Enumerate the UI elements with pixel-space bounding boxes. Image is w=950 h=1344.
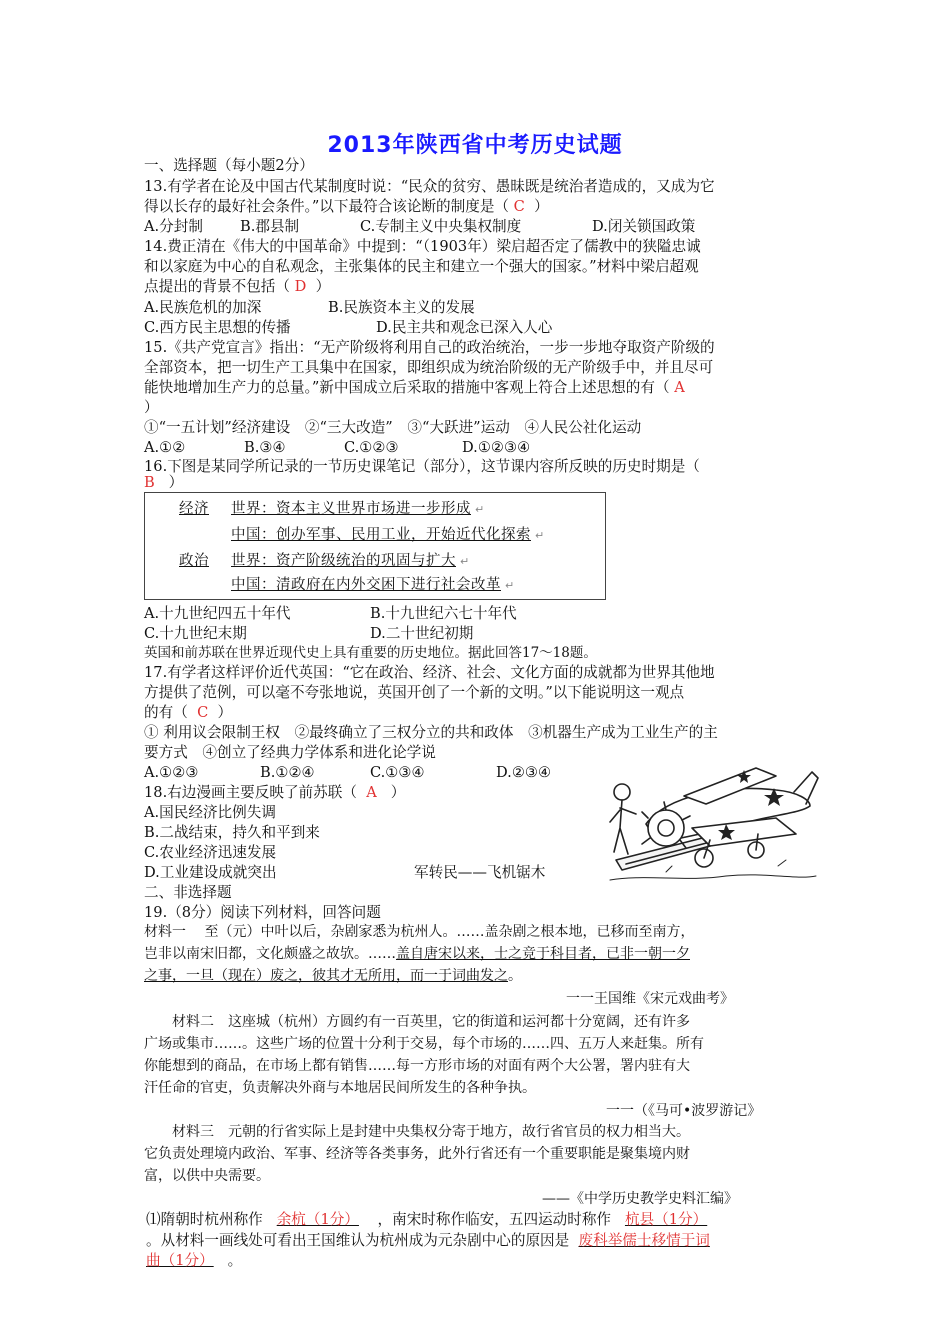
- option-row: [144, 763, 551, 783]
- note-row: 政治 世界：资产阶级统治的巩固与扩大 ↵: [179, 553, 470, 569]
- material-text: 你能想到的商品，在市场上都有销售……每一方形市场的对面有两个大公署，署内驻有大: [144, 1058, 690, 1074]
- answer-mark: C: [197, 704, 209, 721]
- note-row: 中国：清政府在内外交困下进行社会改革 ↵: [231, 577, 515, 593]
- option: A.分封制: [144, 218, 203, 235]
- question-items: ① 利用议会限制王权 ②最终确立了三权分立的共和政体 ③机器生产成为工业生产的主: [144, 724, 718, 741]
- answer-line: 曲（1分） 。: [146, 1252, 243, 1269]
- option: C.西方民主思想的传播: [144, 319, 291, 336]
- note-row: 经济 世界：资本主义世界市场进一步形成 ↵: [179, 501, 485, 517]
- filled-answer: 余杭（1分）: [276, 1211, 359, 1228]
- option: D.闭关锁国政策: [592, 218, 696, 235]
- option-row: [144, 318, 552, 338]
- option: B.郡县制: [240, 218, 300, 235]
- question-text: 15.《共产党宣言》指出：“无产阶级将利用自己的政治统治，一步一步地夺取资产阶级的: [144, 339, 715, 356]
- question-text: B ）: [144, 474, 184, 491]
- option: D.①②③④: [462, 439, 531, 456]
- option: C.农业经济迅速发展: [144, 844, 277, 861]
- option: D.二十世纪初期: [370, 625, 474, 642]
- question-text: 19.（8分）阅读下列材料，回答问题: [144, 904, 381, 921]
- question-text: 和以家庭为中心的自私观念，主张集体的民主和建立一个强大的国家。”材料中梁启超观: [144, 258, 699, 275]
- material-text: 广场或集市……。这些广场的位置十分利于交易，每个市场的……四、五万人来赶集。所有: [144, 1036, 704, 1052]
- question-text: 得以长存的最好社会条件。”以下最符合该论断的制度是（ C ）: [144, 198, 549, 215]
- option: B.①②④: [260, 764, 315, 781]
- answer-mark: A: [366, 784, 377, 801]
- option: C.专制主义中央集权制度: [360, 218, 522, 235]
- answer-mark: A: [674, 379, 685, 396]
- option: B.二战结束，持久和平到来: [144, 824, 320, 841]
- material-source: ——《中学历史教学史料汇编》: [542, 1191, 738, 1207]
- option: C.十九世纪末期: [144, 625, 247, 642]
- option: D.工业建设成就突出: [144, 864, 277, 881]
- option: B.十九世纪六七十年代: [370, 605, 517, 622]
- filled-answer: 曲（1分）: [146, 1252, 214, 1269]
- material-text: 材料二 这座城（杭州）方圆约有一百英里，它的街道和运河都十分宽阔，还有许多: [172, 1014, 690, 1030]
- option: A.国民经济比例失调: [144, 804, 276, 821]
- answer-line: 。从材料一画线处可看出王国维认为杭州成为元杂剧中心的原因是 废科举儒士移情于词: [146, 1232, 710, 1249]
- question-text: 能快地增加生产力的总量。”新中国成立后采取的措施中客观上符合上述思想的有（ A: [144, 379, 685, 396]
- note-row: 中国：创办军事、民用工业，开始近代化探索 ↵: [231, 527, 545, 543]
- option: B.③④: [244, 439, 286, 456]
- question-text: 的有（ C ）: [144, 704, 233, 721]
- airplane-sawing-cartoon: [606, 762, 820, 888]
- option: A.①②: [144, 439, 186, 456]
- option: A.十九世纪四五十年代: [144, 605, 291, 622]
- answer-mark: C: [513, 198, 525, 215]
- lesson-notes-box: [144, 492, 606, 600]
- question-text: ）: [144, 399, 159, 416]
- option-row: [144, 298, 475, 318]
- option-row: [144, 438, 530, 458]
- material-text: 材料一 至（元）中叶以后，杂剧家悉为杭州人。……盖杂剧之根本地，已移而至南方，: [144, 924, 695, 940]
- filled-answer: 废科举儒士移情于词: [578, 1232, 710, 1249]
- option: A.①②③: [144, 764, 199, 781]
- question-text: 点提出的背景不包括（ D ）: [144, 278, 331, 295]
- material-text: 汗任命的官吏，负责解决外商与本地居民间所发生的各种争执。: [144, 1080, 536, 1096]
- question-text: 17.有学者这样评价近代英国：“它在政治、经济、社会、文化方面的成就都为世界其他地: [144, 664, 715, 681]
- material-source: 一一（《马可•波罗游记》: [606, 1103, 762, 1119]
- option-row: [144, 604, 517, 624]
- option: D.民主共和观念已深入人心: [376, 319, 553, 336]
- question-text: 14.费正清在《伟大的中国革命》中提到：“（1903年）梁启超否定了儒教中的狭隘忠诚: [144, 238, 701, 255]
- option: D.②③④: [496, 764, 552, 781]
- material-text: 它负责处理境内政治、军事、经济等各类事务，此外行省还有一个重要职能是聚集境内财: [144, 1146, 690, 1162]
- material-text: 材料三 元朝的行省实际上是封建中央集权分寄于地方，故行省官员的权力相当大。: [172, 1124, 690, 1140]
- answer-mark: B: [144, 474, 155, 491]
- answer-line: ⑴隋朝时杭州称作 余杭（1分） ，南宋时称作临安，五四运动时称作 杭县（1分）: [146, 1211, 708, 1228]
- option: C.①③④: [370, 764, 425, 781]
- option-row: [144, 624, 473, 644]
- intro-text: 英国和前苏联在世界近现代史上具有重要的历史地位。据此回答17～18题。: [144, 645, 597, 661]
- material-text: 之事，一旦（现在）废之，彼其才无所用，而一于词曲发之。: [144, 968, 522, 984]
- option: B.民族资本主义的发展: [328, 299, 475, 316]
- option: A.民族危机的加深: [144, 299, 262, 316]
- option-row: [144, 217, 695, 237]
- cartoon-caption: 军转民——飞机锯木: [414, 864, 546, 881]
- filled-answer: 杭县（1分）: [624, 1211, 708, 1228]
- question-text: 方提供了范例，可以毫不夸张地说，英国开创了一个新的文明。”以下能说明这一观点: [144, 684, 685, 701]
- option: C.①②③: [344, 439, 399, 456]
- question-items: ①“一五计划”经济建设 ②“三大改造” ③“大跃进”运动 ④人民公社化运动: [144, 419, 642, 436]
- question-text: 全部资本，把一切生产工具集中在国家，即组织成为统治阶级的无产阶级手中，并且尽可: [144, 359, 714, 376]
- material-text: 富，以供中央需要。: [144, 1168, 270, 1184]
- material-text: 岂非以南宋旧都，文化颇盛之故欤。……盖自唐宋以来，士之竞于科目者，已非一朝一夕: [144, 946, 690, 962]
- underlined-text: 盖自唐宋以来，士之竞于科目者，已非一朝一夕: [396, 946, 690, 962]
- section-heading: 二、非选择题: [144, 884, 232, 901]
- material-source: 一一王国维《宋元戏曲考》: [566, 991, 734, 1007]
- section-heading: 一、选择题（每小题2分）: [144, 157, 314, 174]
- page-title: 2013年陕西省中考历史试题: [327, 133, 623, 158]
- question-items: 要方式 ④创立了经典力学体系和进化论学说: [144, 744, 436, 761]
- question-text: 16.下图是某同学所记录的一节历史课笔记（部分），这节课内容所反映的历史时期是（: [144, 458, 700, 475]
- answer-mark: D: [294, 278, 307, 295]
- question-text: 18.右边漫画主要反映了前苏联（ A ）: [144, 784, 406, 801]
- question-text: 13.有学者在论及中国古代某制度时说：“民众的贫穷、愚昧既是统治者造成的，又成为它: [144, 178, 715, 195]
- underlined-text: 之事，一旦（现在）废之，彼其才无所用，而一于词曲发之: [144, 968, 508, 984]
